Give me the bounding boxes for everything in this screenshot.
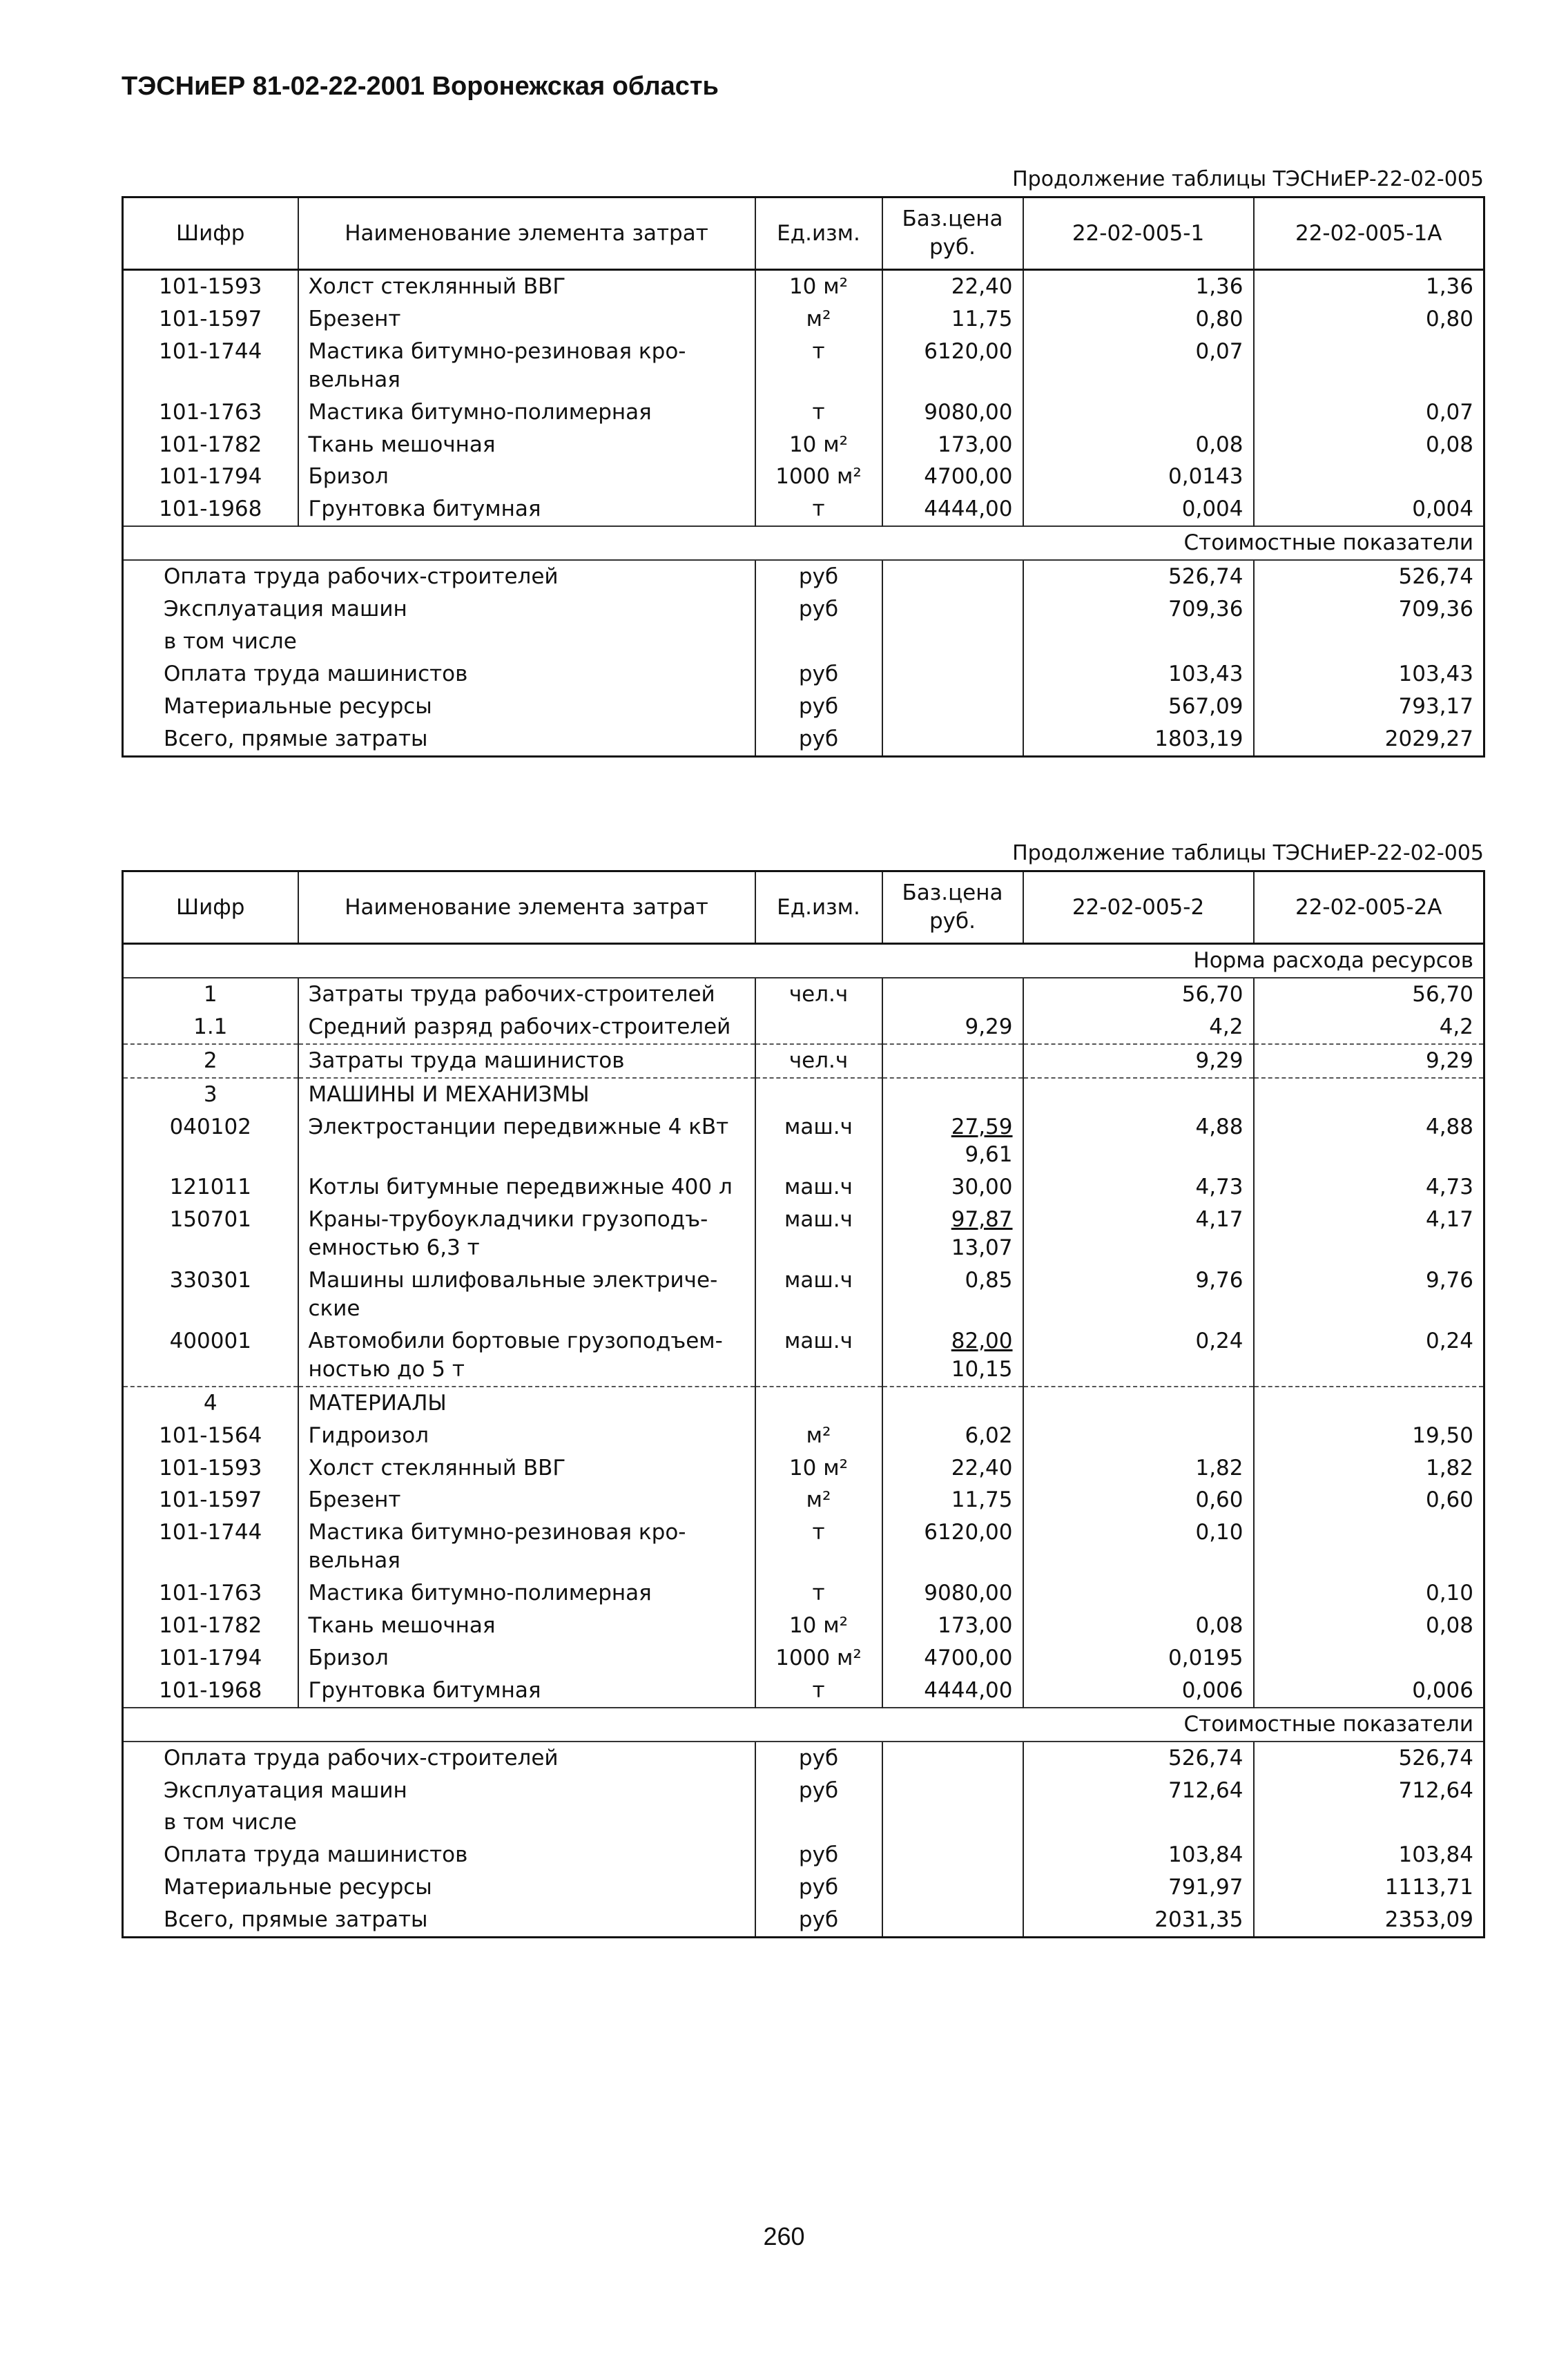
- machine-unit: маш.ч: [755, 1264, 882, 1325]
- resource-price: 6,02: [882, 1420, 1023, 1452]
- table-row: [123, 303, 1484, 336]
- table-row: [123, 493, 1484, 526]
- total-empty: [882, 1806, 1023, 1839]
- table-row: [123, 270, 1484, 303]
- resource-code: 101-1968: [123, 493, 298, 526]
- resource-norm-1: [1023, 1577, 1254, 1610]
- labor-name: Средний разряд рабочих-строителей: [298, 1011, 755, 1044]
- resource-norm-1: 1,36: [1023, 270, 1254, 303]
- total-empty: [882, 1871, 1023, 1904]
- resource-unit: 10 м²: [755, 1610, 882, 1642]
- section-label: Стоимостные показатели: [123, 1708, 1484, 1742]
- total-label: Оплата труда машинистов: [123, 1839, 755, 1871]
- resource-price: 4444,00: [882, 493, 1023, 526]
- total-unit: руб: [755, 1904, 882, 1937]
- machine-norm-2: 4,17: [1254, 1204, 1484, 1264]
- table2-header-row: [123, 871, 1484, 944]
- labor-unit: чел.ч: [755, 978, 882, 1011]
- group-number: 4: [123, 1387, 298, 1420]
- resource-name: Ткань мешочная: [298, 429, 755, 461]
- total-value-1: 709,36: [1023, 593, 1254, 626]
- resource-code: 101-1794: [123, 1642, 298, 1675]
- total-unit: руб: [755, 723, 882, 756]
- table-row: [123, 1610, 1484, 1642]
- machine-price: [882, 1204, 1023, 1264]
- norm1-header: 22-02-005-1: [1023, 197, 1254, 270]
- resource-code: 101-1782: [123, 1610, 298, 1642]
- machine-unit: маш.ч: [755, 1325, 882, 1387]
- total-label: Эксплуатация машин: [123, 593, 755, 626]
- resource-price: 9080,00: [882, 1577, 1023, 1610]
- resource-unit: 1000 м²: [755, 461, 882, 493]
- total-value-2: 712,64: [1254, 1775, 1484, 1807]
- resource-code: 101-1763: [123, 396, 298, 429]
- labor-norm-2: 56,70: [1254, 978, 1484, 1011]
- total-label: Всего, прямые затраты: [123, 1904, 755, 1937]
- total-label: Материальные ресурсы: [123, 1871, 755, 1904]
- resource-name: Ткань мешочная: [298, 1610, 755, 1642]
- resource-norm-1: 0,0195: [1023, 1642, 1254, 1675]
- section-label: Норма расхода ресурсов: [123, 944, 1484, 978]
- resource-unit: т: [755, 396, 882, 429]
- machine-code: 400001: [123, 1325, 298, 1387]
- resource-name: Брезент: [298, 1484, 755, 1516]
- resource-code: 101-1794: [123, 461, 298, 493]
- total-value-2: 526,74: [1254, 560, 1484, 593]
- resource-norm-2: [1254, 1642, 1484, 1675]
- total-label: Материальные ресурсы: [123, 691, 755, 723]
- resource-unit: 10 м²: [755, 1452, 882, 1485]
- resource-norm-2: [1254, 461, 1484, 493]
- norm2-header: 22-02-005-2А: [1254, 871, 1484, 944]
- resource-price: 173,00: [882, 1610, 1023, 1642]
- resource-name: Мастика битумно-резиновая кро- вельная: [298, 336, 755, 396]
- labor-code: 1: [123, 978, 298, 1011]
- resource-price: 6120,00: [882, 336, 1023, 396]
- labor-row: [123, 978, 1484, 1011]
- table2-continuation: Продолжение таблицы ТЭСНиЕР-22-02-005: [1012, 841, 1484, 865]
- resource-code: 101-1564: [123, 1420, 298, 1452]
- resource-unit: 10 м²: [755, 429, 882, 461]
- resource-code: 101-1968: [123, 1675, 298, 1708]
- table-row: [123, 461, 1484, 493]
- resource-norm-1: 0,006: [1023, 1675, 1254, 1708]
- total-row: [123, 1806, 1484, 1839]
- total-label: Оплата труда рабочих-строителей: [123, 1742, 755, 1775]
- group-heading-row: [123, 1387, 1484, 1420]
- machine-row: [123, 1204, 1484, 1264]
- resource-norm-1: 0,0143: [1023, 461, 1254, 493]
- total-row: [123, 658, 1484, 691]
- resource-norm-2: 0,08: [1254, 429, 1484, 461]
- machine-price-total: 27,59: [951, 1114, 1013, 1139]
- group-title: МАШИНЫ И МЕХАНИЗМЫ: [298, 1078, 755, 1111]
- machine-norm-2: 4,73: [1254, 1171, 1484, 1204]
- total-row: [123, 723, 1484, 756]
- machine-price: [882, 1111, 1023, 1172]
- resource-name: Мастика битумно-полимерная: [298, 396, 755, 429]
- total-label: Оплата труда рабочих-строителей: [123, 560, 755, 593]
- total-label: Всего, прямые затраты: [123, 723, 755, 756]
- resource-price: 4700,00: [882, 461, 1023, 493]
- resource-norm-1: 0,08: [1023, 1610, 1254, 1642]
- resource-norm-1: [1023, 396, 1254, 429]
- total-value-2: 1113,71: [1254, 1871, 1484, 1904]
- table-row: [123, 1516, 1484, 1577]
- resource-norm-2: 0,60: [1254, 1484, 1484, 1516]
- total-empty: [882, 593, 1023, 626]
- table-row: [123, 1420, 1484, 1452]
- total-value-1: 103,84: [1023, 1839, 1254, 1871]
- total-empty: [882, 691, 1023, 723]
- resource-price: 11,75: [882, 1484, 1023, 1516]
- resource-price: 22,40: [882, 1452, 1023, 1485]
- total-unit: руб: [755, 1839, 882, 1871]
- table1-continuation: Продолжение таблицы ТЭСНиЕР-22-02-005: [1012, 167, 1484, 191]
- labor-row: [123, 1044, 1484, 1078]
- total-value-1: 526,74: [1023, 1742, 1254, 1775]
- labor-norm-1: 9,29: [1023, 1044, 1254, 1078]
- resource-name: Брезент: [298, 303, 755, 336]
- total-value-1: 2031,35: [1023, 1904, 1254, 1937]
- machine-name: Электростанции передвижные 4 кВт: [298, 1111, 755, 1172]
- total-label: в том числе: [123, 1806, 755, 1839]
- machine-unit: маш.ч: [755, 1204, 882, 1264]
- group-title: МАТЕРИАЛЫ: [298, 1387, 755, 1420]
- unit-header: Ед.изм.: [755, 197, 882, 270]
- page-header: ТЭСНиЕР 81-02-22-2001 Воронежская область: [122, 72, 719, 101]
- machine-price-total: 82,00: [951, 1328, 1013, 1353]
- table-row: [123, 336, 1484, 396]
- machine-norm-1: 0,24: [1023, 1325, 1254, 1387]
- machine-price-wage: 9,61: [965, 1142, 1013, 1168]
- resource-name: Бризол: [298, 1642, 755, 1675]
- machine-code: 121011: [123, 1171, 298, 1204]
- machine-row: [123, 1264, 1484, 1325]
- resource-price: 11,75: [882, 303, 1023, 336]
- resource-price: 6120,00: [882, 1516, 1023, 1577]
- resource-norm-2: 0,004: [1254, 493, 1484, 526]
- total-empty: [882, 626, 1023, 658]
- resource-norm-2: 0,10: [1254, 1577, 1484, 1610]
- resource-norm-2: 1,36: [1254, 270, 1484, 303]
- name-header: Наименование элемента затрат: [298, 871, 755, 944]
- norm1-header: 22-02-005-2: [1023, 871, 1254, 944]
- machine-price-total: 97,87: [951, 1207, 1013, 1233]
- resource-name: Холст стеклянный ВВГ: [298, 1452, 755, 1485]
- section-row: [123, 944, 1484, 978]
- total-row: [123, 691, 1484, 723]
- resource-norm-2: [1254, 336, 1484, 396]
- resource-norm-2: 0,07: [1254, 396, 1484, 429]
- labor-row: [123, 1011, 1484, 1044]
- total-row: [123, 626, 1484, 658]
- resource-norm-1: 1,82: [1023, 1452, 1254, 1485]
- machine-row: [123, 1325, 1484, 1387]
- total-unit: [755, 1806, 882, 1839]
- total-empty: [882, 1904, 1023, 1937]
- machine-norm-2: 4,88: [1254, 1111, 1484, 1172]
- resource-norm-2: 0,006: [1254, 1675, 1484, 1708]
- resource-norm-1: 0,004: [1023, 493, 1254, 526]
- machine-price: [882, 1264, 1023, 1325]
- machine-row: [123, 1111, 1484, 1172]
- total-label: Оплата труда машинистов: [123, 658, 755, 691]
- machine-price: [882, 1325, 1023, 1387]
- machine-price-total: 30,00: [951, 1175, 1013, 1200]
- table-row: [123, 396, 1484, 429]
- table-row: [123, 1452, 1484, 1485]
- total-value-1: 103,43: [1023, 658, 1254, 691]
- empty-cell: [882, 1078, 1023, 1111]
- table-row: [123, 1484, 1484, 1516]
- page-number: 260: [763, 2222, 805, 2250]
- resource-norm-1: 0,08: [1023, 429, 1254, 461]
- resource-norm-1: 0,60: [1023, 1484, 1254, 1516]
- resource-norm-2: [1254, 1516, 1484, 1577]
- labor-norm-1: 56,70: [1023, 978, 1254, 1011]
- empty-cell: [1023, 1387, 1254, 1420]
- name-header: Наименование элемента затрат: [298, 197, 755, 270]
- resource-norm-2: 19,50: [1254, 1420, 1484, 1452]
- resource-unit: т: [755, 1577, 882, 1610]
- resource-name: Бризол: [298, 461, 755, 493]
- table-row: [123, 429, 1484, 461]
- total-unit: [755, 626, 882, 658]
- empty-cell: [755, 1387, 882, 1420]
- resource-unit: т: [755, 1516, 882, 1577]
- machine-code: 040102: [123, 1111, 298, 1172]
- code-header: Шифр: [123, 871, 298, 944]
- machine-name: Котлы битумные передвижные 400 л: [298, 1171, 755, 1204]
- machine-norm-1: 4,17: [1023, 1204, 1254, 1264]
- table1-header-row: [123, 197, 1484, 270]
- total-row: [123, 1839, 1484, 1871]
- machine-norm-2: 0,24: [1254, 1325, 1484, 1387]
- total-value-1: 1803,19: [1023, 723, 1254, 756]
- resource-code: 101-1744: [123, 336, 298, 396]
- total-unit: руб: [755, 593, 882, 626]
- labor-norm-2: 4,2: [1254, 1011, 1484, 1044]
- total-value-1: 567,09: [1023, 691, 1254, 723]
- machine-norm-1: 4,73: [1023, 1171, 1254, 1204]
- total-value-1: 712,64: [1023, 1775, 1254, 1807]
- machine-name: Автомобили бортовые грузоподъем- ностью до 5 т: [298, 1325, 755, 1387]
- machine-unit: маш.ч: [755, 1111, 882, 1172]
- resource-code: 101-1597: [123, 1484, 298, 1516]
- resource-norm-1: 0,07: [1023, 336, 1254, 396]
- total-empty: [882, 1839, 1023, 1871]
- table2: [122, 870, 1485, 1938]
- group-heading-row: [123, 1078, 1484, 1111]
- total-value-1: 526,74: [1023, 560, 1254, 593]
- labor-price: [882, 1044, 1023, 1078]
- total-row: [123, 593, 1484, 626]
- price-header: Баз.цена руб.: [882, 197, 1023, 270]
- resource-price: 173,00: [882, 429, 1023, 461]
- total-row: [123, 1775, 1484, 1807]
- resource-price: 9080,00: [882, 396, 1023, 429]
- resource-norm-2: 0,80: [1254, 303, 1484, 336]
- total-value-2: 103,43: [1254, 658, 1484, 691]
- machine-code: 150701: [123, 1204, 298, 1264]
- code-header: Шифр: [123, 197, 298, 270]
- machine-row: [123, 1171, 1484, 1204]
- resource-code: 101-1782: [123, 429, 298, 461]
- labor-code: 1.1: [123, 1011, 298, 1044]
- resource-price: 22,40: [882, 270, 1023, 303]
- machine-norm-1: 4,88: [1023, 1111, 1254, 1172]
- resource-unit: м²: [755, 303, 882, 336]
- labor-unit: [755, 1011, 882, 1044]
- total-unit: руб: [755, 560, 882, 593]
- total-empty: [882, 1742, 1023, 1775]
- total-value-2: 2029,27: [1254, 723, 1484, 756]
- total-unit: руб: [755, 658, 882, 691]
- total-empty: [882, 1775, 1023, 1807]
- labor-price: 9,29: [882, 1011, 1023, 1044]
- total-value-2: [1254, 626, 1484, 658]
- total-empty: [882, 560, 1023, 593]
- total-row: [123, 1904, 1484, 1937]
- resource-price: 4444,00: [882, 1675, 1023, 1708]
- total-value-2: 709,36: [1254, 593, 1484, 626]
- section-row: [123, 526, 1484, 560]
- resource-code: 101-1763: [123, 1577, 298, 1610]
- machine-code: 330301: [123, 1264, 298, 1325]
- unit-header: Ед.изм.: [755, 871, 882, 944]
- total-empty: [882, 723, 1023, 756]
- section-row: [123, 1708, 1484, 1742]
- machine-name: Краны-трубоукладчики грузоподъ- емностью 6,3 т: [298, 1204, 755, 1264]
- table1: [122, 196, 1485, 758]
- total-unit: руб: [755, 1775, 882, 1807]
- total-label: Эксплуатация машин: [123, 1775, 755, 1807]
- labor-name: Затраты труда рабочих-строителей: [298, 978, 755, 1011]
- resource-code: 101-1597: [123, 303, 298, 336]
- resource-name: Мастика битумно-резиновая кро- вельная: [298, 1516, 755, 1577]
- table-row: [123, 1577, 1484, 1610]
- total-value-2: [1254, 1806, 1484, 1839]
- total-unit: руб: [755, 691, 882, 723]
- resource-unit: т: [755, 493, 882, 526]
- labor-unit: чел.ч: [755, 1044, 882, 1078]
- resource-unit: т: [755, 1675, 882, 1708]
- machine-price: [882, 1171, 1023, 1204]
- empty-cell: [755, 1078, 882, 1111]
- total-row: [123, 1742, 1484, 1775]
- total-row: [123, 560, 1484, 593]
- total-value-1: [1023, 626, 1254, 658]
- total-value-2: 2353,09: [1254, 1904, 1484, 1937]
- total-unit: руб: [755, 1871, 882, 1904]
- machine-price-wage: 13,07: [951, 1235, 1013, 1261]
- total-empty: [882, 658, 1023, 691]
- table-row: [123, 1642, 1484, 1675]
- resource-unit: т: [755, 336, 882, 396]
- total-unit: руб: [755, 1742, 882, 1775]
- group-number: 3: [123, 1078, 298, 1111]
- resource-unit: м²: [755, 1420, 882, 1452]
- resource-name: Грунтовка битумная: [298, 1675, 755, 1708]
- table-row: [123, 1675, 1484, 1708]
- empty-cell: [1023, 1078, 1254, 1111]
- norm2-header: 22-02-005-1А: [1254, 197, 1484, 270]
- resource-name: Грунтовка битумная: [298, 493, 755, 526]
- labor-price: [882, 978, 1023, 1011]
- resource-norm-2: 1,82: [1254, 1452, 1484, 1485]
- total-value-1: [1023, 1806, 1254, 1839]
- resource-name: Мастика битумно-полимерная: [298, 1577, 755, 1610]
- total-row: [123, 1871, 1484, 1904]
- resource-norm-1: 0,80: [1023, 303, 1254, 336]
- total-value-2: 103,84: [1254, 1839, 1484, 1871]
- machine-price-total: 0,85: [965, 1268, 1013, 1293]
- resource-name: Гидроизол: [298, 1420, 755, 1452]
- resource-name: Холст стеклянный ВВГ: [298, 270, 755, 303]
- labor-norm-2: 9,29: [1254, 1044, 1484, 1078]
- machine-name: Машины шлифовальные электриче- ские: [298, 1264, 755, 1325]
- machine-unit: маш.ч: [755, 1171, 882, 1204]
- total-value-1: 791,97: [1023, 1871, 1254, 1904]
- total-label: в том числе: [123, 626, 755, 658]
- labor-code: 2: [123, 1044, 298, 1078]
- machine-norm-2: 9,76: [1254, 1264, 1484, 1325]
- machine-norm-1: 9,76: [1023, 1264, 1254, 1325]
- resource-norm-2: 0,08: [1254, 1610, 1484, 1642]
- total-value-2: 793,17: [1254, 691, 1484, 723]
- empty-cell: [1254, 1078, 1484, 1111]
- resource-unit: 1000 м²: [755, 1642, 882, 1675]
- empty-cell: [882, 1387, 1023, 1420]
- resource-unit: 10 м²: [755, 270, 882, 303]
- section-label: Стоимостные показатели: [123, 526, 1484, 560]
- price-header: Баз.цена руб.: [882, 871, 1023, 944]
- resource-norm-1: [1023, 1420, 1254, 1452]
- machine-price-wage: 10,15: [951, 1356, 1013, 1382]
- empty-cell: [1254, 1387, 1484, 1420]
- resource-code: 101-1593: [123, 270, 298, 303]
- resource-code: 101-1593: [123, 1452, 298, 1485]
- resource-code: 101-1744: [123, 1516, 298, 1577]
- resource-unit: м²: [755, 1484, 882, 1516]
- labor-norm-1: 4,2: [1023, 1011, 1254, 1044]
- resource-price: 4700,00: [882, 1642, 1023, 1675]
- total-value-2: 526,74: [1254, 1742, 1484, 1775]
- resource-norm-1: 0,10: [1023, 1516, 1254, 1577]
- labor-name: Затраты труда машинистов: [298, 1044, 755, 1078]
